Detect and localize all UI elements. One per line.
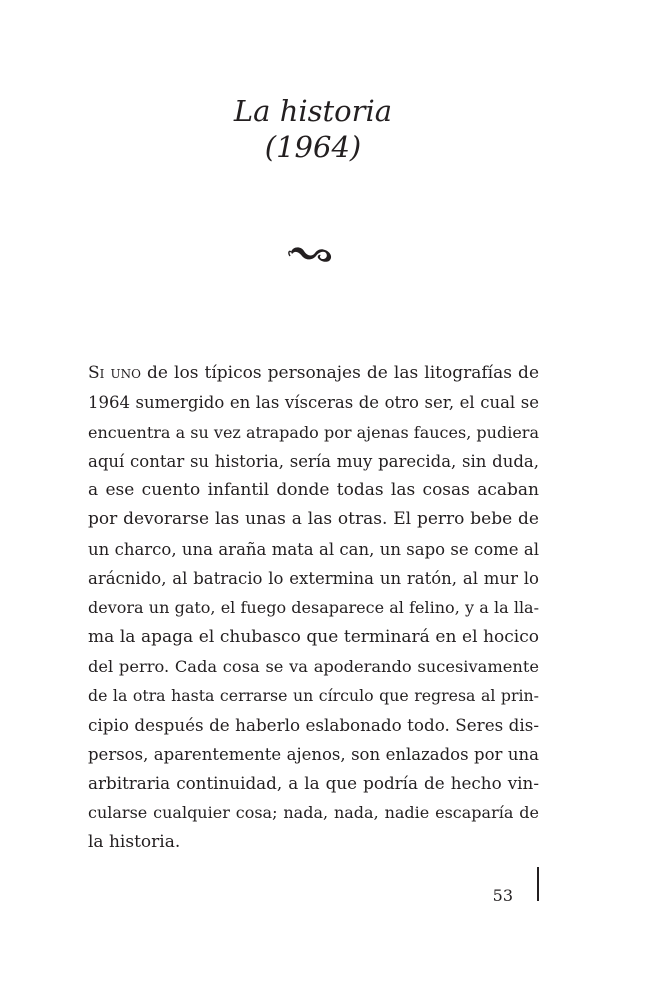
- chapter-title: La historia: [233, 94, 393, 128]
- text-line: del perro. Cada cosa se va apoderando sucesivamente: [88, 656, 539, 676]
- text-line: a ese cuento infantil donde todas las cosas acaban: [88, 480, 539, 501]
- text-line: devora un gato, el fuego desaparece al felino, y a la lla-: [88, 598, 539, 618]
- text-line: 1964 sumergido en las vísceras de otro ser, el cual se: [88, 393, 539, 413]
- fleuron-icon: [287, 240, 337, 270]
- text-line: de la otra hasta cerrarse un círculo que regresa al prin-: [88, 686, 539, 706]
- page-number-rule: [537, 867, 539, 901]
- text-line: un charco, una araña mata al can, un sapo se come al: [88, 539, 539, 559]
- chapter-heading: [0, 93, 626, 165]
- text-line: por devorarse las unas a las otras. El perro bebe de: [88, 509, 539, 530]
- text-line: Si uno de los típicos personajes de las litografías de: [88, 363, 539, 383]
- text-line: aquí contar su historia, sería muy parecida, sin duda,: [88, 451, 539, 471]
- text-line: encuentra a su vez atrapado por ajenas fauces, pudiera: [88, 422, 539, 442]
- page-number: 53: [492, 886, 513, 905]
- text-line: arbitraria continuidad, a la que podría de hecho vin-: [88, 773, 539, 794]
- chapter-year: (1964): [264, 130, 362, 164]
- text-line: ma la apaga el chubasco que terminará en el hocico: [88, 626, 539, 647]
- text-line: arácnido, al batracio lo extermina un ratón, al mur lo: [88, 569, 539, 589]
- body-paragraph: [88, 359, 539, 857]
- text-line: cularse cualquier cosa; nada, nada, nadie escaparía de: [88, 803, 539, 823]
- lead-in: Si uno: [88, 363, 141, 383]
- text-line: persos, aparentemente ajenos, son enlazados por una: [88, 744, 539, 764]
- text-line: la historia.: [88, 831, 181, 852]
- text-line: cipio después de haberlo eslabonado todo. Seres dis-: [88, 714, 539, 735]
